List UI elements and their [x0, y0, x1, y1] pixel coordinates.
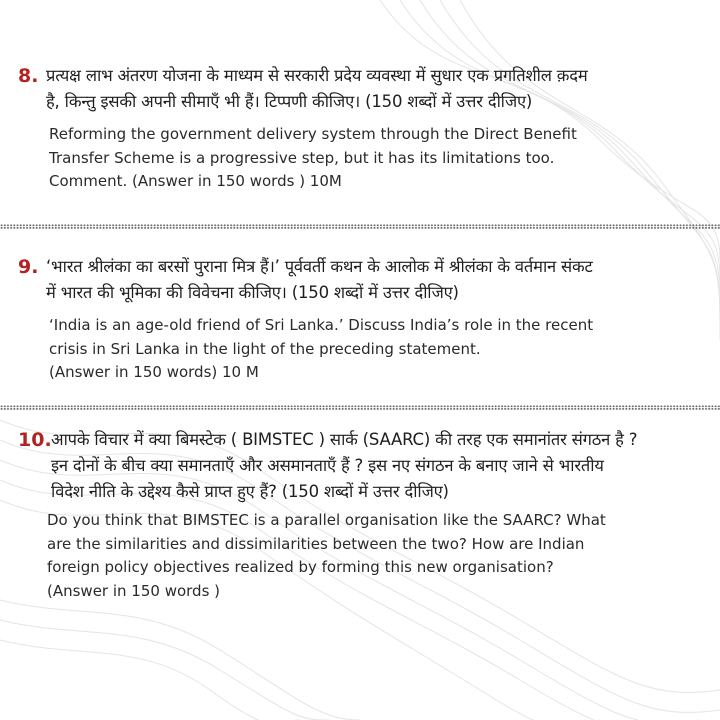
- dotted-divider: [0, 224, 720, 229]
- english-line: Transfer Scheme is a progressive step, but it has its limitations too.: [49, 148, 555, 167]
- english-line: Comment. (Answer in 150 words ) 10M: [49, 172, 342, 190]
- hindi-line: है, किन्तु इसकी अपनी सीमाएँ भी हैं। टिप्पणी कीजिए। (150 शब्दों में उत्तर दीजिए): [46, 92, 533, 111]
- question-number: 9.: [18, 256, 39, 278]
- question-9: [18, 254, 708, 385]
- hindi-line: प्रत्यक्ष लाभ अंतरण योजना के माध्यम से सरकारी प्रदेय व्यवस्था में सुधार एक प्रगतिशील क़दम: [46, 66, 588, 85]
- hindi-line: में भारत की भूमिका की विवेचना कीजिए। (150 शब्दों में उत्तर दीजिए): [46, 283, 459, 302]
- english-line: Do you think that BIMSTEC is a parallel organisation like the SAARC? What: [47, 511, 606, 529]
- english-line: (Answer in 150 words) 10 M: [49, 363, 259, 381]
- english-line: (Answer in 150 words ): [47, 581, 221, 600]
- question-number: 10.: [18, 429, 52, 451]
- question-english-text: [49, 123, 708, 194]
- hindi-line: आपके विचार में क्या बिमस्टेक ( BIMSTEC ) सार्क (SAARC) की तरह एक समानांतर संगठन है ?: [51, 430, 638, 449]
- question-8: [18, 63, 708, 194]
- question-hindi-text: [51, 427, 708, 505]
- question-number: 8.: [18, 65, 39, 87]
- hindi-line: इन दोनों के बीच क्या समानताएँ और असमानताएँ हैं ? इस नए संगठन के बनाए जाने से भारतीय: [51, 456, 604, 475]
- question-10: [18, 427, 708, 603]
- english-line: are the similarities and dissimilarities between the two? How are Indian: [47, 534, 585, 553]
- english-line: crisis in Sri Lanka in the light of the preceding statement.: [49, 339, 481, 358]
- hindi-line: ‘भारत श्रीलंका का बरसों पुराना मित्र हैं।’ पूर्ववर्ती कथन के आलोक में श्रीलंका के वर्तमान संकट: [46, 257, 593, 276]
- english-line: ‘India is an age-old friend of Sri Lanka.’ Discuss India’s role in the recent: [49, 316, 594, 334]
- dotted-divider: [0, 405, 720, 410]
- english-line: foreign policy objectives realized by forming this new organisation?: [47, 558, 554, 576]
- question-hindi-text: [46, 254, 708, 306]
- question-hindi-text: [46, 63, 708, 115]
- question-english-text: [47, 509, 708, 603]
- english-line: Reforming the government delivery system through the Direct Benefit: [49, 125, 577, 143]
- hindi-line: विदेश नीति के उद्देश्य कैसे प्राप्त हुए हैं? (150 शब्दों में उत्तर दीजिए): [51, 482, 449, 501]
- question-english-text: [49, 314, 708, 385]
